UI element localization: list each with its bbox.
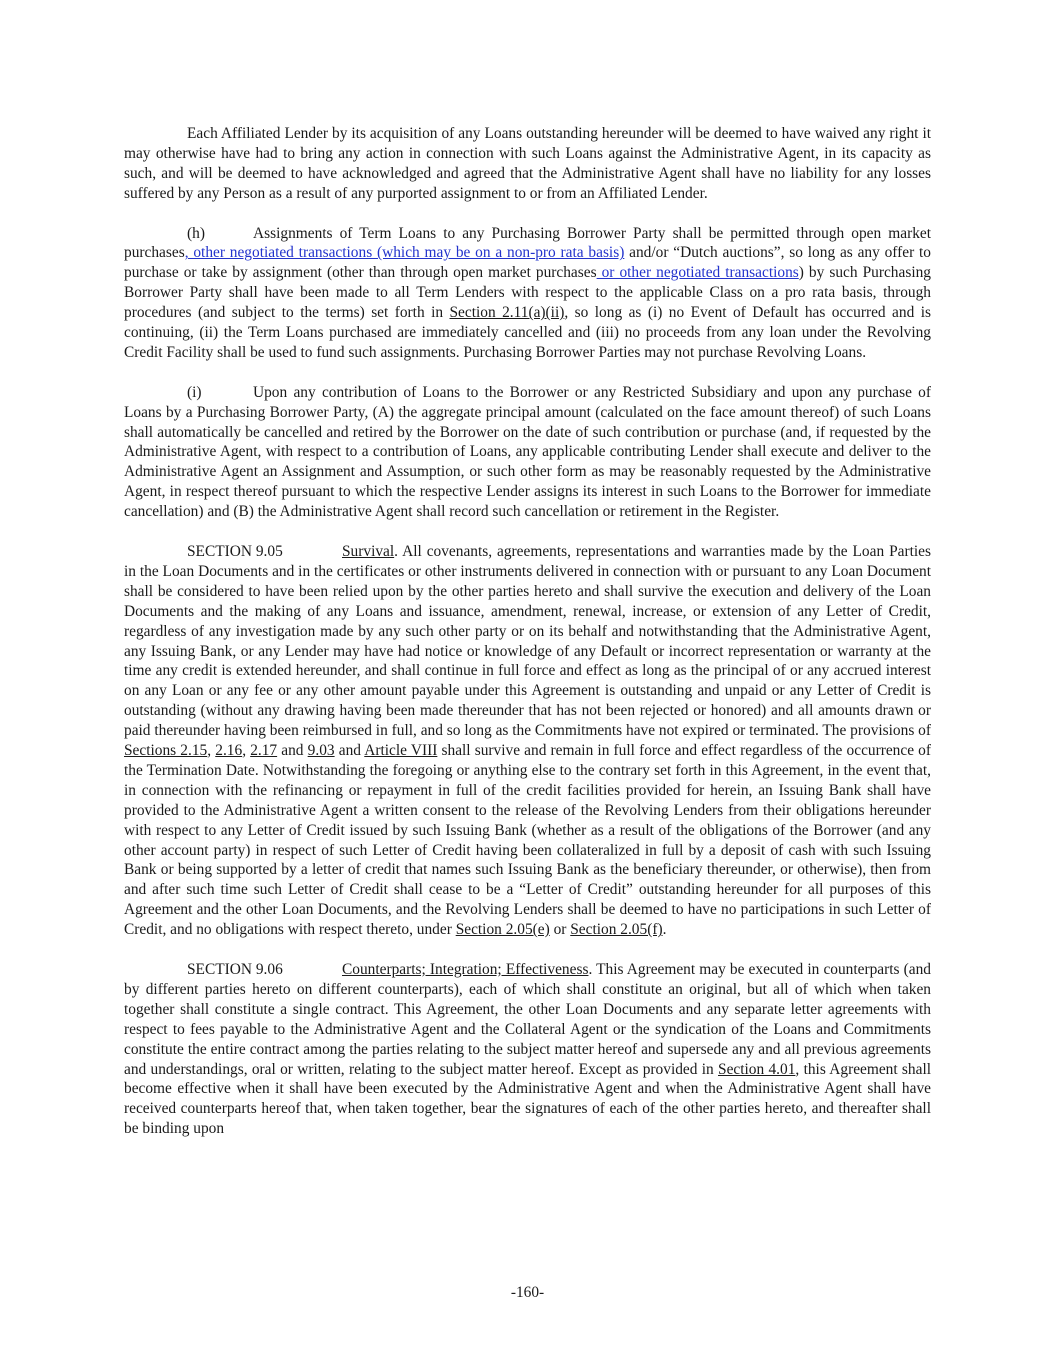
section-reference-9-03: 9.03 [307, 742, 335, 760]
paragraph-affiliated-lender-waiver: Each Affiliated Lender by its acquisition of any Loans outstanding hereunder will be deemed to have waived any right it may otherwise have had to bring any action in connection with such Loans against the Administrative Agent, in its capacity as such, and will be deemed to have acknowledged and agreed that the Administrative Agent shall have no liability for any losses suffered by any Person as a result of any purported assignment to or from an Affiliated Lender. [124, 125, 931, 202]
document-page [124, 124, 931, 1159]
clause-label-h: (h) [187, 224, 205, 242]
section-reference-4-01: Section 4.01 [718, 1060, 796, 1078]
inserted-text-other-negotiated: or other negotiated transactions [596, 264, 799, 282]
section-reference-2-05-e: Section 2.05(e) [455, 921, 550, 939]
paragraph-clause-h: (h) Assignments of Term Loans to any Purchasing Borrower Party shall be permitted through open market purchases, other negotiated transactions (which may be on a non-pro rata basis) and/or “Dutch auctions”, so long as any offer to purchase or take by assignment (other than through open market purchases or other negotiated transactions) by such Purchasing Borrower Party shall have been made to all Term Lenders with respect to the applicable Class on a pro rata basis, through procedures (and subject to the terms) set forth in Section 2.11(a)(ii), so long as (i) no Event of Default has occurred and is continuing, (ii) the Term Loans purchased are immediately cancelled and (iii) no proceeds from any loan under the Revolving Credit Facility shall be used to fund such assignments. Purchasing Borrower Parties may not purchase Revolving Loans. [124, 224, 931, 361]
section-reference-2-15: Sections 2.15 [124, 742, 208, 760]
section-reference-2-16: 2.16 [215, 742, 243, 760]
section-reference-2-17: 2.17 [250, 742, 278, 760]
section-9-06-counterparts: SECTION 9.06 Counterparts; Integration; Effectiveness. This Agreement may be executed in counterparts (and by different parties hereto on different counterparts), each of which shall constitute an original, but all of which when taken together shall constitute a single contract. This Agreement, the other Loan Documents and any separate letter agreements with respect to fees payable to the Administrative Agent and the Collateral Agent or the syndication of the Loans and Commitments constitute the entire contract among the parties relating to the subject matter hereof and supersede any and all previous agreements and understandings, oral or written, relating to the subject matter hereof. Except as provided in Section 4.01, this Agreement shall become effective when it shall have been executed by the Administrative Agent and when the Administrative Agent shall have received counterparts hereof that, when taken together, bear the signatures of each of the other parties hereto, and thereafter shall be binding upon [124, 961, 931, 1138]
clause-label-i: (i) [187, 383, 202, 401]
section-reference-2-11: Section 2.11(a)(ii) [449, 304, 565, 322]
section-9-05-survival: SECTION 9.05 Survival. All covenants, agreements, representations and warranties made by the Loan Parties in the Loan Documents and in the certificates or other instruments delivered in connection with or pursuant to any Loan Document shall be considered to have been relied upon by the other parties hereto and shall survive the execution and delivery of the Loan Documents and the making of any Loans and issuance, amendment, renewal, increase, or extension of any Letter of Credit, regardless of any investigation made by any such other party or on its behalf and notwithstanding that the Administrative Agent, any Issuing Bank, or any Lender may have had notice or knowledge of any Default or incorrect representation or warranty at the time any credit is extended hereunder, and shall continue in full force and effect as long as the principal of or any accrued interest on any Loan or any fee or any other amount payable under this Agreement is outstanding and unpaid or any Letter of Credit is outstanding (without any drawing having been made thereunder that has not been rejected or honored) and all amounts drawn or paid thereunder having been reimbursed in full, and so long as the Commitments have not expired or terminated. The provisions of Sections 2.15, 2.16, 2.17 and 9.03 and Article VIII shall survive and remain in full force and effect regardless of the occurrence of the Termination Date. Notwithstanding the foregoing or anything else to the contrary set forth in this Agreement, in the event that, in connection with the refinancing or repayment in full of the credit facilities provided for herein, an Issuing Bank shall have provided to the Administrative Agent a written consent to the release of the Revolving Lenders from their obligations hereunder with respect to any Letter of Credit issued by such Issuing Bank (whether as a result of the obligations of the Borrower (and any other account party) in respect of such Letter of Credit having been collateralized in full by a deposit of cash with such Issuing Bank or being supported by a letter of credit that names such Issuing Bank as the beneficiary thereunder, or otherwise), then from and after such time such Letter of Credit shall cease to be a “Letter of Credit” outstanding hereunder for all purposes of this Agreement and the other Loan Documents, and the Revolving Lenders shall be deemed to have no participations in such Letter of Credit, and no obligations with respect thereto, under Section 2.05(e) or Section 2.05(f). [124, 542, 931, 939]
section-number-9-06: SECTION 9.06 [187, 961, 283, 978]
section-reference-2-05-f: Section 2.05(f) [570, 921, 663, 939]
section-heading-counterparts: Counterparts; Integration; Effectiveness [342, 961, 589, 978]
inserted-text-negotiated-transactions: , other negotiated transactions (which may be on a non-pro rata basis) [184, 244, 625, 262]
page-number: -160- [510, 1284, 545, 1301]
section-number-9-05: SECTION 9.05 [187, 542, 283, 560]
article-reference-viii: Article VIII [364, 742, 438, 760]
section-heading-survival: Survival [342, 542, 395, 560]
paragraph-clause-i: (i) Upon any contribution of Loans to the Borrower or any Restricted Subsidiary and upon any purchase of Loans by a Purchasing Borrower Party, (A) the aggregate principal amount (calculated on the face amount thereof) of such Loans shall automatically be cancelled and retired by the Borrower on the date of such contribution or purchase (and, if requested by the Administrative Agent, with respect to a contribution of Loans, any applicable contributing Lender shall execute and deliver to the Administrative Agent an Assignment and Assumption, or such other form as may be reasonably requested by the Administrative Agent, in respect thereof pursuant to which the respective Lender assigns its interest in such Loans to the Borrower for immediate cancellation) and (B) the Administrative Agent shall record such cancellation or retirement in the Register. [124, 383, 931, 521]
